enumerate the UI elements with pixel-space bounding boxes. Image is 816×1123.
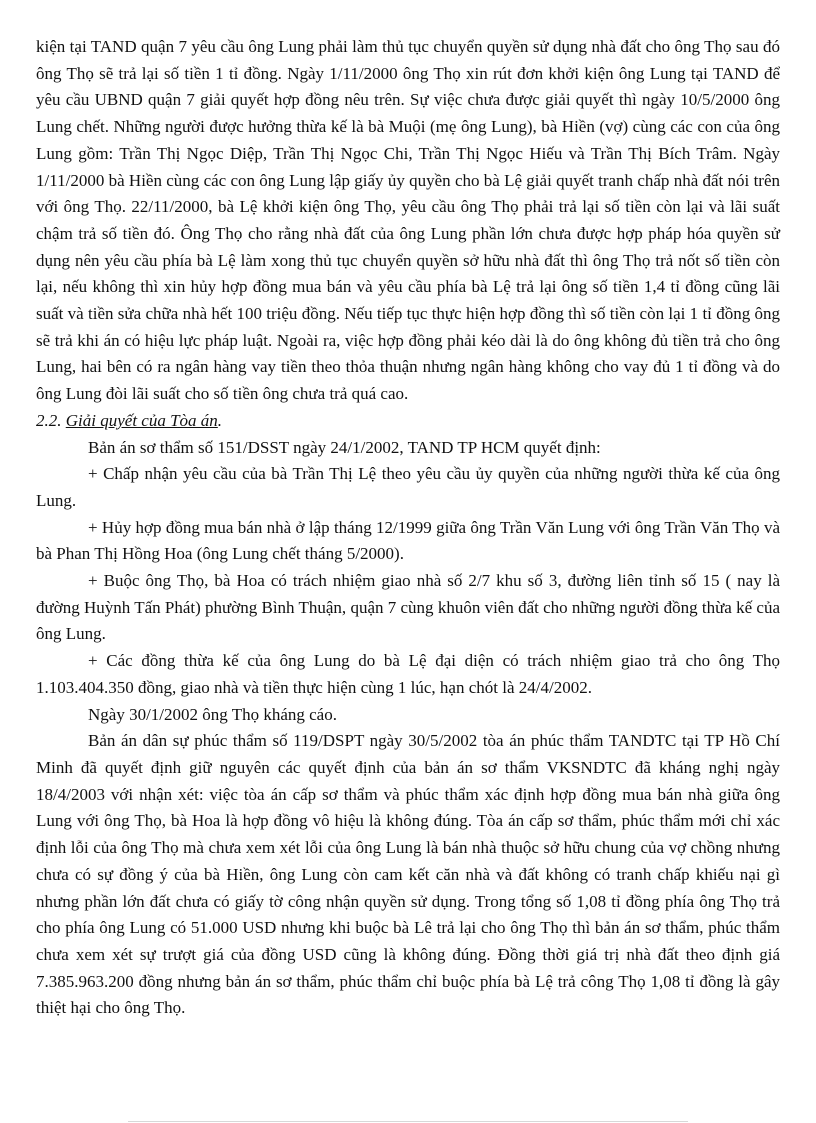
- section-title-period: .: [217, 410, 223, 430]
- footer-divider: [128, 1121, 688, 1122]
- case-facts-paragraph: kiện tại TAND quận 7 yêu cầu ông Lung phải làm thủ tục chuyển quyền sử dụng nhà đất cho ông Thọ sau đó ông Thọ sẽ trả lại số tiền 1 tỉ đồng. Ngày 1/11/2000 ông Thọ xin rút đơn khởi kiện ông Lung tại TAND để yêu cầu UBND quận 7 giải quyết hợp đồng nêu trên. Sự việc chưa được giải quyết thì ngày 10/5/2000 ông Lung chết. Những người được hưởng thừa kế là bà Muội (mẹ ông Lung), bà Hiền (vợ) cùng các con của ông Lung gồm: Trần Thị Ngọc Diệp, Trần Thị Ngọc Chi, Trần Thị Ngọc Hiếu và Trần Thị Bích Trâm. Ngày 1/11/2000 bà Hiền cùng các con ông Lung lập giấy ủy quyền cho bà Lệ giải quyết tranh chấp nhà đất nói trên với ông Thọ. 22/11/2000, bà Lệ khởi kiện ông Thọ, yêu cầu ông Thọ phải trả lại số tiền còn lại và lãi suất chậm trả số tiền đó. Ông Thọ cho rằng nhà đất của ông Lung phần lớn chưa được hợp pháp hóa quyền sử dụng nên yêu cầu phía bà Lệ làm xong thủ tục chuyển quyền sở hữu nhà đất thì ông Thọ trả nốt số tiền còn lại, nếu không thì xin hủy hợp đồng mua bán và yêu cầu phía bà Lệ trả lại ông số tiền 1,4 tỉ đồng cũng lãi suất và tiền sửa chữa nhà hết 100 triệu đồng. Nếu tiếp tục thực hiện hợp đồng thì số tiền còn lại 1 tỉ đồng ông sẽ trả khi án có hiệu lực pháp luật. Ngoài ra, việc hợp đồng phải kéo dài là do ông không đủ tiền trả cho ông Lung, hai bên có ra ngân hàng vay tiền theo thỏa thuận nhưng ngân hàng không cho vay đủ 1 tỉ đồng và do ông Lung đòi lãi suất cho số tiền ông chưa trả quá cao.: [36, 37, 780, 404]
- section-title: Giải quyết của Tòa án: [65, 410, 218, 430]
- section-number: 2.2.: [36, 410, 66, 430]
- appellate-judgment-paragraph: Bản án dân sự phúc thẩm số 119/DSPT ngày 30/5/2002 tòa án phúc thẩm TANDTC tại TP Hồ Chí Minh đã quyết định giữ nguyên các quyết định của bản án sơ thẩm VKSNDTC đã kháng nghị ngày 18/4/2003 với nhận xét: việc tòa án cấp sơ thẩm và phúc thẩm xác định hợp đồng mua bán nhà giữa ông Lung với ông Thọ, bà Hoa là hợp đồng vô hiệu là không đúng. Tòa án cấp sơ thẩm, phúc thẩm mới chỉ xác định lỗi của ông Thọ mà chưa xem xét lỗi của ông Lung là bán nhà thuộc sở hữu chung của vợ chồng nhưng chưa có sự đồng ý của bà Hiền, ông Lung còn cam kết căn nhà và đất không có tranh chấp khiếu nại gì nhưng phần lớn đất chưa có giấy tờ công nhận quyền sử dụng. Trong tổng số 1,08 tỉ đồng phía ông Thọ trả cho phía ông Lung có 51.000 USD nhưng khi buộc bà Lê trả lại cho ông Thọ thì bản án sơ thẩm, phúc thẩm chưa xem xét sự trượt giá của đồng USD cũng là không đúng. Đồng thời giá trị nhà đất theo định giá 7.385.963.200 đồng nhưng bản án sơ thẩm, phúc thẩm chỉ buộc phía bà Lệ trả công Thọ 1,08 tỉ đồng là gây thiệt hại cho ông Thọ.: [36, 731, 780, 1018]
- section-heading: [36, 408, 780, 435]
- decision-item-2: + Hủy hợp đồng mua bán nhà ở lập tháng 12/1999 giữa ông Trần Văn Lung với ông Trần Văn Thọ và bà Phan Thị Hồng Hoa (ông Lung chết tháng 5/2000).: [36, 517, 780, 564]
- decision-item-1: + Chấp nhận yêu cầu của bà Trần Thị Lệ theo yêu cầu ủy quyền của những người thừa kế của ông Lung.: [36, 464, 780, 510]
- appeal-paragraph: Ngày 30/1/2002 ông Thọ kháng cáo.: [88, 704, 337, 724]
- first-instance-intro: Bản án sơ thẩm số 151/DSST ngày 24/1/2002, TAND TP HCM quyết định:: [88, 437, 601, 457]
- decision-item-4: + Các đồng thừa kế của ông Lung do bà Lệ đại diện có trách nhiệm giao trả cho ông Thọ 1.103.404.350 đồng, giao nhà và tiền thực hiện cùng 1 lúc, hạn chót là 24/4/2002.: [36, 651, 780, 697]
- decision-item-3: + Buộc ông Thọ, bà Hoa có trách nhiệm giao nhà số 2/7 khu số 3, đường liên tỉnh số 15 ( nay là đường Huỳnh Tấn Phát) phường Bình Thuận, quận 7 cùng khuôn viên đất cho những người đồng thừa kế của ông Lung.: [36, 571, 780, 644]
- document-page: [36, 34, 780, 1022]
